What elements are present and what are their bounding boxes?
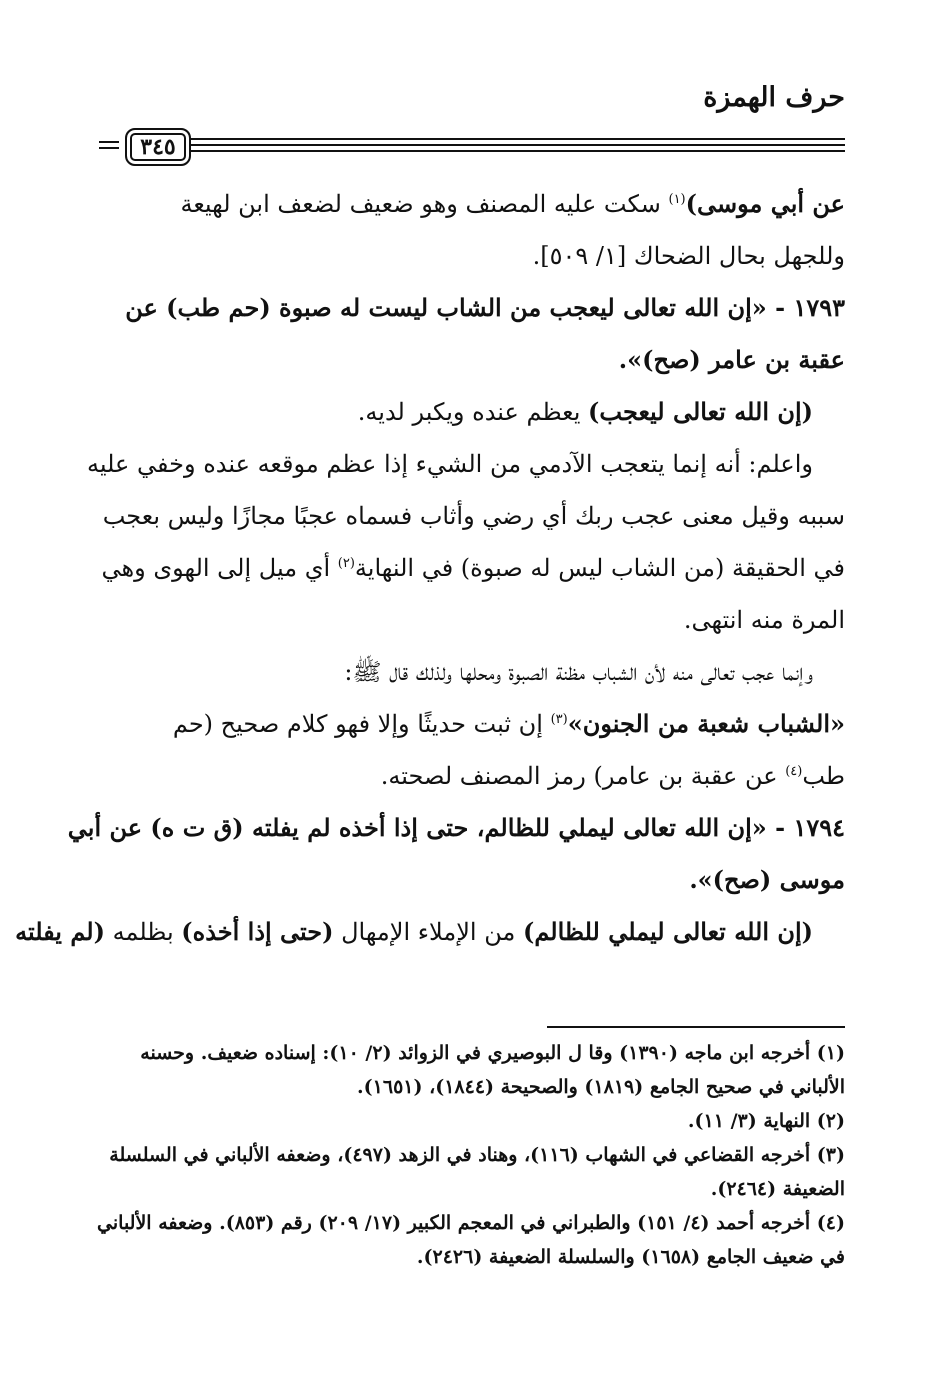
- header-rule-lines: [191, 138, 845, 154]
- text-line: وللجهل بحال الضحاك [١/ ٥٠٩].: [532, 242, 845, 270]
- hadith-1794: ١٧٩٤ - «إن الله تعالى ليملي للظالم، حتى إذا أخذه لم يفلته (ق ت ه) عن أبي: [67, 813, 845, 842]
- footnote-4: (٤) أخرجه أحمد (٤/ ١٥١) والطبراني في المعجم الكبير (١٧/ ٢٠٩) رقم (٨٥٣). وضعفه الألباني: [97, 1212, 845, 1234]
- text-line: طب$^{(٤)}$ عن عقبة بن عامر) رمز المصنف لصحته.: [380, 762, 845, 790]
- text-line: عن أبي موسى)$^{(١)}$ سكت عليه المصنف وهو ضعيف لضعف ابن لهيعة: [180, 189, 845, 218]
- text-line: (إن الله تعالى ليملي للظالم) من الإملاء الإمهال (حتى إذا أخذه) بظلمه (لم يفلته: [15, 917, 813, 946]
- footnote-2: (٢) النهاية (٣/ ١١).: [687, 1110, 845, 1132]
- text-line: «الشباب شعبة من الجنون»$^{(٣)}$ إن ثبت حديثًا وإلا فهو كلام صحيح (حم: [172, 709, 845, 738]
- footnote-1: (١) أخرجه ابن ماجه (١٣٩٠) وقا ل البوصيري في الزوائد (٢/ ١٠): إسناده ضعيف. وحسنه: [140, 1042, 845, 1064]
- footnote-separator: [547, 1026, 845, 1028]
- header-rule-end: [99, 137, 119, 153]
- hadith-1793-cont: عقبة بن عامر (صح)».: [618, 345, 845, 374]
- footnote-ref: (٢): [337, 556, 355, 571]
- book-page: [15, 78, 845, 1338]
- page-number: ٣٤٥: [125, 128, 191, 166]
- footnote-3: (٣) أخرجه القضاعي في الشهاب (١١٦)، وهناد في الزهد (٤٩٧)، وضعفه الألباني في السلسلة: [109, 1144, 845, 1166]
- running-head: حرف الهمزة: [703, 82, 845, 113]
- main-text: [15, 178, 845, 958]
- text-line: (إن الله تعالى ليعجب) يعظم عنده ويكبر لديه.: [357, 397, 813, 426]
- footnote-4-cont: في ضعيف الجامع (١٦٥٨) والسلسلة الضعيفة (٢٤٢٦).: [416, 1246, 845, 1268]
- footnote-ref: (١): [668, 192, 686, 207]
- text-line: في الحقيقة (من الشاب ليس له صبوة) في النهاية$^{(٢)}$ أي ميل إلى الهوى وهي: [101, 554, 845, 582]
- footnote-3-cont: الضعيفة (٢٤٦٤).: [710, 1178, 845, 1200]
- footnote-1-cont: الألباني في صحيح الجامع (١٨١٩) والصحيحة (١٨٤٤)، (١٦٥١).: [357, 1076, 845, 1098]
- text-line: وإنما عجب تعالى منه لأن الشباب مظنة الصبوة ومحلها ولذلك قال ﷺ:: [344, 658, 813, 686]
- text-line: واعلم: أنه إنما يتعجب الآدمي من الشيء إذا عظم موقعه عنده وخفي عليه: [87, 450, 813, 478]
- hadith-1794-cont: موسى (صح)».: [689, 865, 845, 894]
- footnote-ref: (٣): [550, 712, 568, 727]
- header-rule: [105, 128, 845, 168]
- footnote-ref: (٤): [785, 764, 803, 779]
- footnotes: [97, 1036, 845, 1274]
- text-line: المرة منه انتهى.: [683, 606, 845, 634]
- hadith-1793: ١٧٩٣ - «إن الله تعالى ليعجب من الشاب ليست له صبوة (حم طب) عن: [125, 293, 845, 322]
- text-line: سببه وقيل معنى عجب ربك أي رضي وأثاب فسماه عجبًا مجازًا وليس بعجب: [102, 502, 845, 530]
